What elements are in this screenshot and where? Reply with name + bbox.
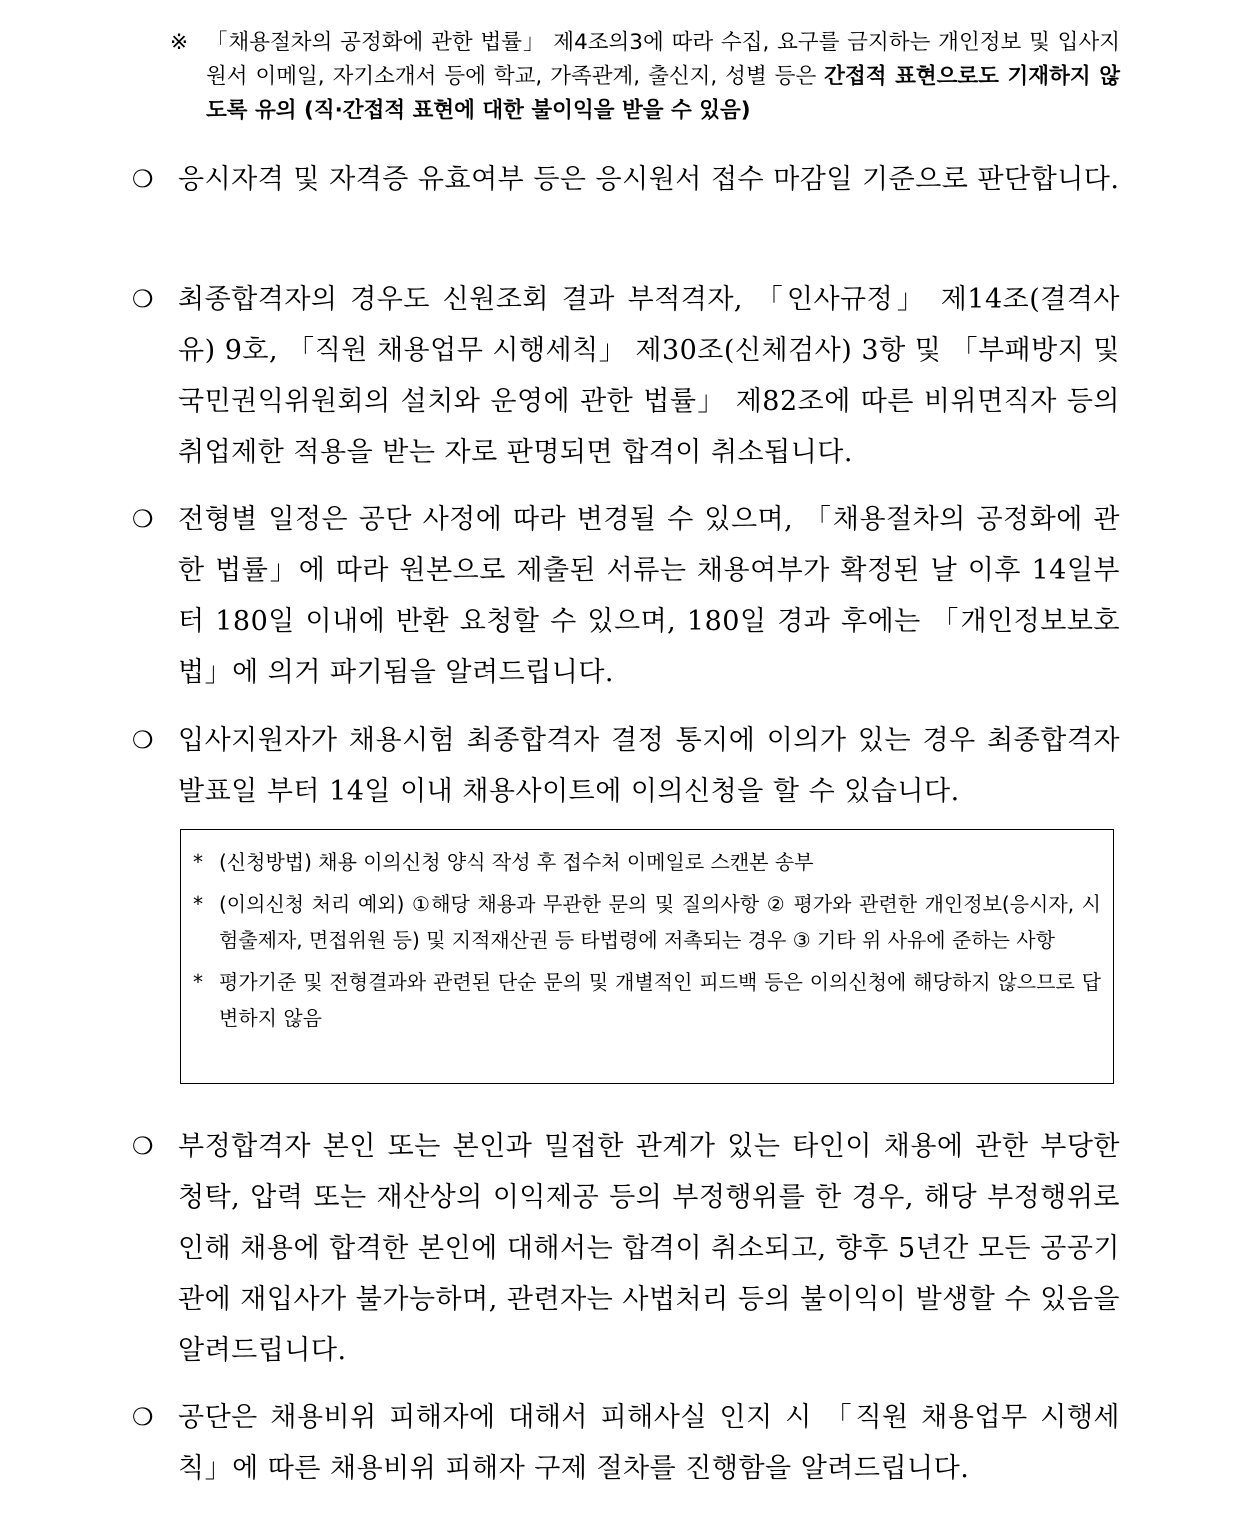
paragraph-objection [132, 715, 1120, 817]
paragraph-eligibility [132, 154, 1120, 205]
asterisk-icon: * [193, 850, 203, 874]
paragraph-text: 부정합격자 본인 또는 본인과 밀접한 관계가 있는 타인이 채용에 관한 부당한 청탁, 압력 또는 재산상의 이익제공 등의 부정행위를 한 경우, 해당 부정행위로 인해 채용에 합격한 본인에 대해서는 합격이 취소되고, 향후 5년간 모든 공공기관에 재입사가 불가능하며, 관련자는 사법처리 등의 불이익이 발생할 수 있음을 알려드립니다. [178, 1131, 1120, 1366]
paragraph-text: 응시자격 및 자격증 유효여부 등은 응시원서 접수 마감일 기준으로 판단합니다. [178, 164, 1120, 195]
bullet-icon: ❍ [132, 285, 154, 313]
notice-body [206, 26, 1120, 128]
paragraph-victim-relief [132, 1392, 1120, 1494]
box-item-text: 평가기준 및 전형결과와 관련된 단순 문의 및 개별적인 피드백 등은 이의신청에 해당하지 않으므로 답변하지 않음 [219, 970, 1101, 1030]
paragraph-text: 공단은 채용비위 피해자에 대해서 피해사실 인지 시 「직원 채용업무 시행세칙」에 따른 채용비위 피해자 구제 절차를 진행함을 알려드립니다. [178, 1402, 1120, 1484]
objection-info-box [180, 829, 1114, 1084]
box-item [193, 964, 1101, 1036]
paragraph-fraud [132, 1121, 1120, 1376]
box-item [193, 844, 1101, 880]
asterisk-icon: * [193, 970, 203, 994]
bullet-icon: ❍ [132, 505, 154, 533]
bullet-icon: ❍ [132, 726, 154, 754]
box-item-text: (이의신청 처리 예외) ①해당 채용과 무관한 문의 및 질의사항 ② 평가와 관련한 개인정보(응시자, 시험출제자, 면접위원 등) 및 지적재산권 등 타법령에 저촉되는 경우 ③ 기타 위 사유에 준하는 사항 [219, 892, 1101, 952]
bullet-icon: ❍ [132, 1403, 154, 1431]
paragraph-text: 최종합격자의 경우도 신원조회 결과 부적격자, 「인사규정」 제14조(결격사유) 9호, 「직원 채용업무 시행세칙」 제30조(신체검사) 3항 및 「부패방지 및 국민권익위원회의 설치와 운영에 관한 법률」 제82조에 따른 비위면직자 등의 취업제한 적용을 받는 자로 판명되면 합격이 취소됩니다. [178, 284, 1120, 468]
box-item-text: (신청방법) 채용 이의신청 양식 작성 후 접수처 이메일로 스캔본 송부 [219, 850, 814, 874]
box-item [193, 886, 1101, 958]
notice-paragraph [170, 26, 1120, 128]
bullet-icon: ❍ [132, 1132, 154, 1160]
bullet-icon: ❍ [132, 165, 154, 193]
notice-text-emphasis: 간접적 표현으로도 기재하지 않도록 유의 (직·간접적 표현에 대한 불이익을 받을 수 있음) [206, 64, 1120, 123]
paragraph-disqualification [132, 274, 1120, 478]
reference-mark-icon: ※ [170, 30, 189, 55]
paragraph-schedule [132, 494, 1120, 698]
notice-text: 「채용절차의 공정화에 관한 법률」 제4조의3에 따라 수집, 요구를 금지하는 개인정보 및 입사지원서 이메일, 자기소개서 등에 학교, 가족관계, 출신지, 성별 등은 [206, 30, 1120, 89]
paragraph-text: 전형별 일정은 공단 사정에 따라 변경될 수 있으며, 「채용절차의 공정화에 관한 법률」에 따라 원본으로 제출된 서류는 채용여부가 확정된 날 이후 14일부터 180일 이내에 반환 요청할 수 있으며, 180일 경과 후에는 「개인정보보호법」에 의거 파기됨을 알려드립니다. [178, 504, 1120, 688]
asterisk-icon: * [193, 892, 203, 916]
paragraph-text: 입사지원자가 채용시험 최종합격자 결정 통지에 이의가 있는 경우 최종합격자 발표일 부터 14일 이내 채용사이트에 이의신청을 할 수 있습니다. [178, 725, 1120, 807]
